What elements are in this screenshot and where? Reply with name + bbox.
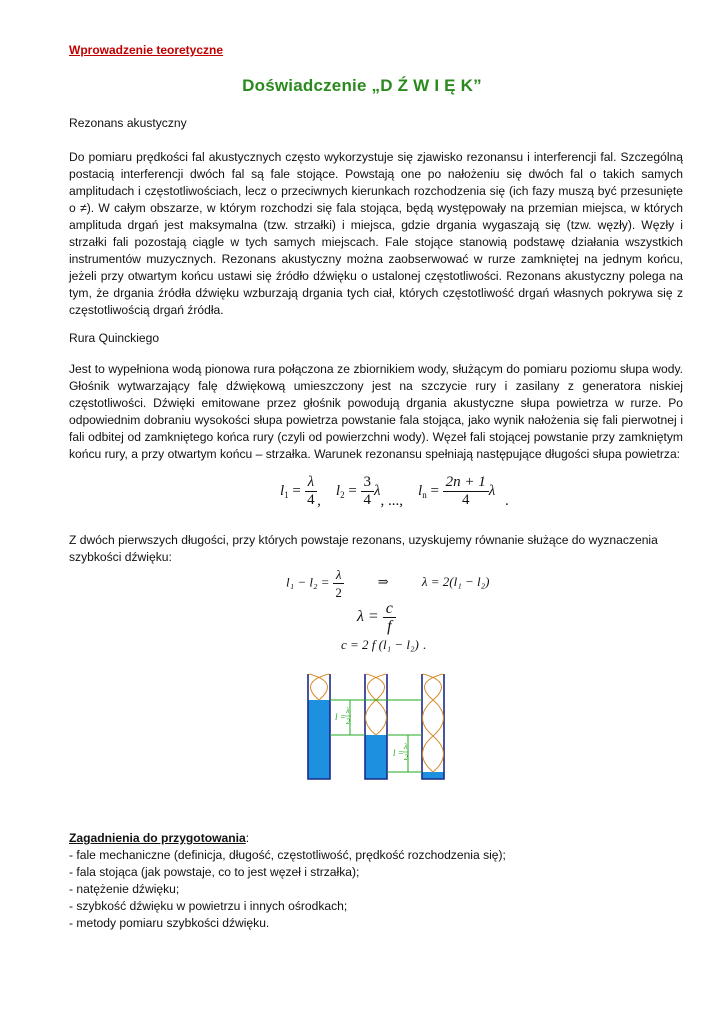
rura-heading: Rura Quinckiego: [69, 331, 160, 345]
tube-1-wave: [309, 674, 329, 700]
list-item: - fale mechaniczne (definicja, długość, częstotliwość, prędkość rozchodzenia się);: [69, 848, 506, 862]
eq1-l2: l: [335, 482, 341, 499]
label-2: l =: [393, 748, 404, 758]
resonance-lengths-equation: $l_1$ = $\frac{\lambda}{4}$ , $l_2$ = $\frac{3}{4}$ λ, ..., $l_n$ = $\frac{2n + 1}{4}$ λ .: [280, 474, 509, 509]
tube-3-wave: [423, 674, 444, 772]
tube-3-water: [422, 772, 444, 779]
implies-arrow: ⇒: [377, 574, 389, 590]
section-header: Wprowadzenie teoretyczne: [69, 43, 224, 57]
page-title: Doświadczenie „D Ź W I Ę K”: [242, 76, 482, 95]
topics-heading: Zagadnienia do przygotowania: [69, 831, 246, 845]
eq1-l1: l: [280, 482, 285, 499]
paragraph-3: Z dwóch pierwszych długości, przy których powstaje rezonans, uzyskujemy równanie służące do wyznaczenia szybkości dźwięku:: [69, 533, 658, 564]
tube-2-water: [365, 735, 387, 779]
rezonans-heading: Rezonans akustyczny: [69, 116, 187, 130]
tube-2-wave: [366, 674, 387, 735]
svg-text:λ: λ: [346, 706, 350, 715]
difference-equation: l₁ − l₂ = $\frac{\lambda}{2}$ ⇒ λ = 2(l₁ − l₂): [286, 567, 490, 600]
list-item: - szybkość dźwięku w powietrzu i innych ośrodkach;: [69, 899, 348, 913]
tube-1-water: [308, 700, 330, 779]
wavelength-equation: λ = $\frac{c}{f}$: [357, 600, 396, 635]
list-item: - fala stojąca (jak powstaje, co to jest węzeł i strzałka);: [69, 865, 360, 879]
eq1-ln: l: [418, 482, 423, 499]
resonance-tubes-figure: [300, 672, 450, 784]
rura-paragraph: Jest to wypełniona wodą pionowa rura połączona ze zbiornikiem wody, służącym do pomiaru poziomu słupa wody. Głośnik wytwarzający falę dźwiękową umieszczony jest na szczycie rury i zasilany z generatora niskiej częstotliwości. Dźwięki emitowane przez głośnik powodują drgania akustyczne słupa powietrza w rurze. Po odpowiednim dobraniu wysokości słupa powietrza powstanie fala stojąca, jako wynik nałożenia się fali pierwotnej i fali odbitej od zamkniętego końca rury (czyli od powierzchni wody). Węzeł fali stojącej powstanie przy zamkniętym końcu rury, a przy otwartym końcu – strzałka. Warunek rezonansu spełniają następujące długości słupa powietrza:: [69, 362, 683, 461]
svg-text:2: 2: [346, 717, 350, 726]
svg-text:λ: λ: [404, 742, 408, 751]
topics-heading-line: Zagadnienia do przygotowania:: [69, 831, 250, 845]
topics-list: [69, 830, 683, 932]
svg-text:2: 2: [404, 753, 408, 762]
rezonans-paragraph: Do pomiaru prędkości fal akustycznych często wykorzystuje się zjawisko rezonansu i interferencji fal. Szczególną postacią interferencji dwóch fal są fale stojące. Powstają one po nałożeniu się dwóch fal o takich samych amplitudach i częstotliwościach, lecz o przeciwnych kierunkach rozchodzenia się (ich fazy muszą być przesunięte o ≠). W całym obszarze, w którym rozchodzi się fala stojąca, będą występowały na przemian miejsca, w których amplituda drgań jest maksymalna (tzw. strzałki) i miejsca, gdzie drgania wygaszają się (tzw. węzły). Węzły i strzałki fali pozostają ciągle w tych samych miejscach. Fale stojące stanowią podstawę działania wszystkich instrumentów muzycznych. Rezonans akustyczny można zaobserwować w rurze zamkniętej na jednym końcu, jeżeli przy otwartym końcu ustawi się źródło dźwięku o ustalonej częstotliwości. Rezonans akustyczny polega na tym, że drgania źródła dźwięku wzburzają drgania tych ciał, których częstotliwość drgań własnych pokrywa się z częstotliwością drgań źródła.: [69, 150, 683, 317]
speed-equation: c = 2 f (l₁ − l₂) .: [341, 637, 427, 652]
list-item: - natężenie dźwięku;: [69, 882, 180, 896]
label-1: l =: [335, 712, 346, 722]
list-item: - metody pomiaru szybkości dźwięku.: [69, 916, 270, 930]
